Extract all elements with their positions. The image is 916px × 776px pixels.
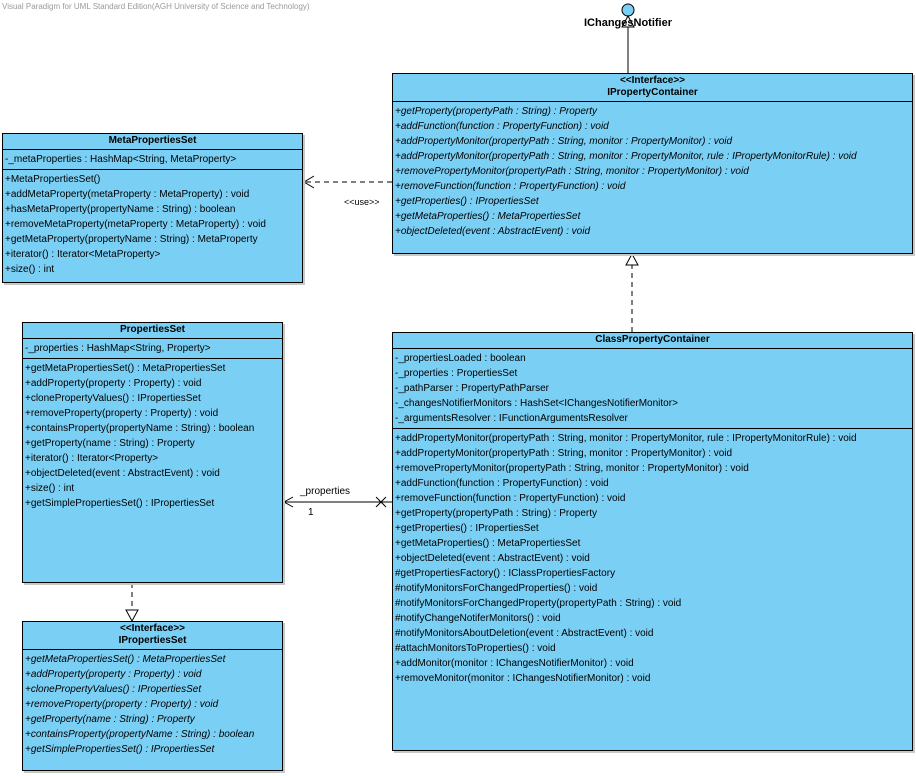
lollipop-circle: [622, 4, 634, 16]
attribute-row: -_changesNotifierMonitors : HashSet<IChangesNotifierMonitor>: [395, 398, 678, 409]
association-multiplicity-label: 1: [308, 507, 314, 518]
operation-row: +addPropertyMonitor(propertyPath : String, monitor : PropertyMonitor, rule : IPropertyMonitorRule) : void: [395, 151, 857, 162]
operation-row: +objectDeleted(event : AbstractEvent) : void: [395, 553, 590, 564]
operation-row: +MetaPropertiesSet(): [5, 174, 101, 185]
operations-section: [23, 359, 282, 513]
operations-section: [393, 429, 912, 688]
class-name: MetaPropertiesSet: [108, 135, 197, 146]
attributes-section: [393, 349, 912, 429]
class-name: IPropertiesSet: [118, 635, 187, 646]
class-header: [23, 323, 282, 339]
attributes-section: [3, 150, 302, 170]
operation-row: #notifyMonitorsForChangedProperty(propertyPath : String) : void: [395, 598, 682, 609]
operation-row: +addFunction(function : PropertyFunction) : void: [395, 121, 609, 132]
operation-row: +removePropertyMonitor(propertyPath : String, monitor : PropertyMonitor) : void: [395, 166, 749, 177]
class-header: [393, 333, 912, 349]
operation-row: +containsProperty(propertyName : String) : boolean: [25, 729, 255, 740]
operations-section: [3, 170, 302, 279]
operation-row: +getProperties() : IPropertiesSet: [395, 523, 539, 534]
operations-section: [23, 650, 282, 759]
attribute-row: -_properties : PropertiesSet: [395, 368, 518, 379]
operation-row: +size() : int: [25, 483, 75, 494]
attribute-row: -_properties : HashMap<String, Property>: [25, 343, 211, 354]
operation-row: +clonePropertyValues() : IPropertiesSet: [25, 393, 201, 404]
operation-row: +iterator() : Iterator<MetaProperty>: [5, 249, 161, 260]
attributes-section: [23, 339, 282, 359]
operation-row: +addProperty(property : Property) : void: [25, 669, 202, 680]
operation-row: +removeProperty(property : Property) : void: [25, 699, 219, 710]
class-metapropertiesset[interactable]: [2, 133, 303, 283]
operation-row: +addFunction(function : PropertyFunction) : void: [395, 478, 609, 489]
operation-row: +objectDeleted(event : AbstractEvent) : void: [395, 226, 591, 237]
operation-row: +iterator() : Iterator<Property>: [25, 453, 159, 464]
operation-row: +objectDeleted(event : AbstractEvent) : void: [25, 468, 220, 479]
realization-arrowhead-container: [626, 254, 638, 265]
operation-row: +hasMetaProperty(propertyName : String) : boolean: [5, 204, 236, 215]
operation-row: +clonePropertyValues() : IPropertiesSet: [25, 684, 202, 695]
operation-row: +getMetaPropertiesSet() : MetaPropertiesSet: [25, 654, 226, 665]
class-header: [3, 134, 302, 150]
operation-row: +removeFunction(function : PropertyFunction) : void: [395, 493, 626, 504]
operation-row: +removeFunction(function : PropertyFunction) : void: [395, 181, 626, 192]
operation-row: #attachMonitorsToProperties() : void: [395, 643, 556, 654]
operation-row: +getMetaProperties() : MetaPropertiesSet: [395, 211, 581, 222]
operation-row: +removePropertyMonitor(propertyPath : String, monitor : PropertyMonitor) : void: [395, 463, 749, 474]
operation-row: #notifyMonitorsAboutDeletion(event : AbstractEvent) : void: [395, 628, 654, 639]
interface-label-ichangesnotifier: IChangesNotifier: [584, 17, 673, 29]
operation-row: +getSimplePropertiesSet() : IPropertiesSet: [25, 498, 215, 509]
operation-row: +getProperty(name : String) : Property: [25, 714, 195, 725]
operation-row: +addPropertyMonitor(propertyPath : String, monitor : PropertyMonitor, rule : IPropertyMonitorRule) : void: [395, 433, 857, 444]
attribute-row: -_pathParser : PropertyPathParser: [395, 383, 549, 394]
operation-row: +getSimplePropertiesSet() : IPropertiesSet: [25, 744, 215, 755]
operation-row: +getProperty(propertyPath : String) : Property: [395, 106, 598, 117]
operation-row: +addPropertyMonitor(propertyPath : String, monitor : PropertyMonitor) : void: [395, 136, 733, 147]
class-header: [23, 622, 282, 650]
class-propertiesset[interactable]: [22, 322, 283, 583]
operation-row: #getPropertiesFactory() : IClassPropertiesFactory: [395, 568, 616, 579]
operation-row: +addMonitor(monitor : IChangesNotifierMonitor) : void: [395, 658, 634, 669]
operation-row: +getMetaPropertiesSet() : MetaPropertiesSet: [25, 363, 226, 374]
class-name: ClassPropertyContainer: [595, 334, 710, 345]
attribute-row: -_propertiesLoaded : boolean: [395, 353, 526, 364]
stereotype-label: <<Interface>>: [619, 75, 686, 86]
class-header: [393, 74, 912, 102]
class-classpropertycontainer[interactable]: [392, 332, 913, 751]
operation-row: +getMetaProperties() : MetaPropertiesSet: [395, 538, 581, 549]
use-label: <<use>>: [344, 197, 380, 207]
class-name: PropertiesSet: [119, 324, 186, 335]
operations-section: [393, 102, 912, 241]
attribute-row: -_metaProperties : HashMap<String, MetaProperty>: [5, 154, 237, 165]
class-name: IPropertyContainer: [607, 87, 698, 98]
operation-row: +getProperty(name : String) : Property: [25, 438, 195, 449]
operation-row: #notifyMonitorsForChangedProperties() : void: [395, 583, 598, 594]
operation-row: +getMetaProperty(propertyName : String) : MetaProperty: [5, 234, 258, 245]
operation-row: +addMetaProperty(metaProperty : MetaProperty) : void: [5, 189, 250, 200]
watermark: Visual Paradigm for UML Standard Edition(AGH University of Science and Technology): [2, 2, 310, 11]
operation-row: +addProperty(property : Property) : void: [25, 378, 202, 389]
operation-row: +size() : int: [5, 264, 55, 275]
operation-row: #notifyChangeNotiferMonitors() : void: [395, 613, 561, 624]
operation-row: +addPropertyMonitor(propertyPath : String, monitor : PropertyMonitor) : void: [395, 448, 733, 459]
operation-row: +getProperties() : IPropertiesSet: [395, 196, 539, 207]
operation-row: +containsProperty(propertyName : String) : boolean: [25, 423, 255, 434]
realization-arrowhead-propset: [126, 610, 138, 621]
class-ipropertiesset[interactable]: [22, 621, 283, 771]
stereotype-label: <<Interface>>: [119, 623, 186, 634]
operation-row: +removeMetaProperty(metaProperty : MetaProperty) : void: [5, 219, 266, 230]
operation-row: +removeProperty(property : Property) : void: [25, 408, 219, 419]
class-ipropertycontainer[interactable]: [392, 73, 913, 254]
operation-row: +removeMonitor(monitor : IChangesNotifierMonitor) : void: [395, 673, 651, 684]
operation-row: +getProperty(propertyPath : String) : Property: [395, 508, 598, 519]
association-role-label: _properties: [300, 486, 351, 497]
attribute-row: -_argumentsResolver : IFunctionArgumentsResolver: [395, 413, 628, 424]
